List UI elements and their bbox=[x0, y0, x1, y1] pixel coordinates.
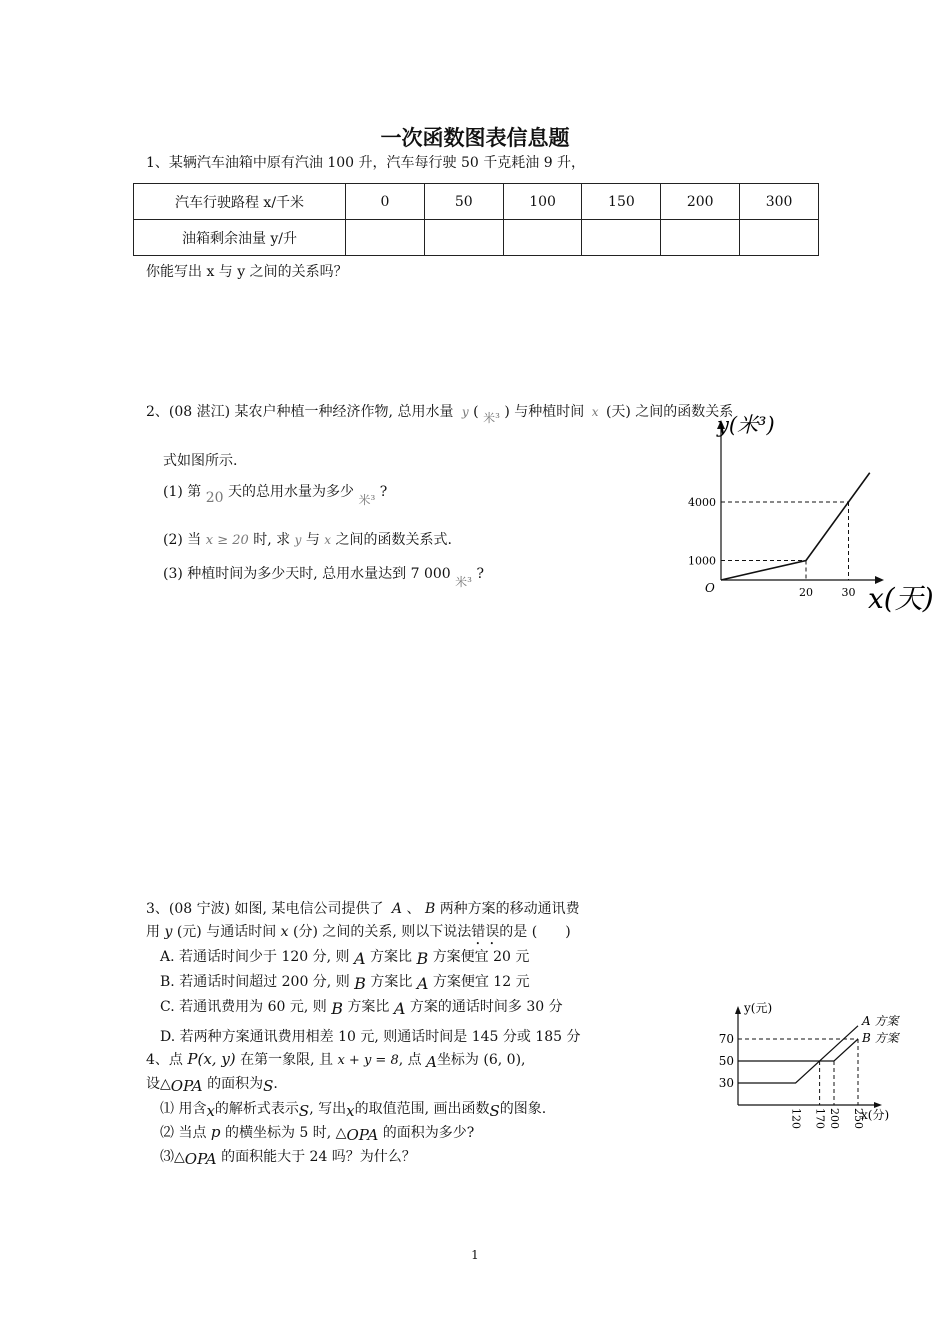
table-cell: 300 bbox=[740, 184, 819, 220]
fuel-table bbox=[133, 183, 819, 256]
table-cell: 150 bbox=[582, 184, 661, 220]
emphasis-word: 错误 bbox=[471, 924, 500, 940]
x-tick-label: 30 bbox=[841, 586, 856, 599]
row-label: 汽车行驶路程 x/千米 bbox=[134, 184, 346, 220]
table-cell: 200 bbox=[661, 184, 740, 220]
water-usage-chart bbox=[680, 412, 950, 618]
q2-sub3: (3) 种植时间为多少天时, 总用水量达到 7 000 米³ ? bbox=[163, 566, 484, 589]
origin-label: O bbox=[705, 581, 715, 595]
series-line bbox=[738, 1026, 858, 1083]
table-cell: 0 bbox=[346, 184, 425, 220]
series-line bbox=[721, 473, 870, 580]
table-cell bbox=[424, 220, 503, 256]
phone-plan-chart bbox=[700, 995, 915, 1135]
q2-intro: 2、(08 湛江) 某农户种植一种经济作物, 总用水量 y ( 米³ ) 与种植时间 x (天) 之间的函数关系 bbox=[146, 404, 734, 425]
y-tick-label: 1000 bbox=[688, 554, 716, 568]
q4-line1: 4、点 P(x, y) 在第一象限, 且 x + y = 8, 点 A坐标为 (6, 0), bbox=[146, 1050, 526, 1071]
y-axis-label: y(元) bbox=[744, 1001, 773, 1015]
series-label: B 方案 bbox=[862, 1031, 899, 1045]
table-row bbox=[134, 220, 819, 256]
x-tick-label: 20 bbox=[799, 586, 813, 599]
q3-line1: 3、(08 宁波) 如图, 某电信公司提供了 A 、 B 两种方案的移动通讯费 bbox=[146, 901, 580, 917]
y-axis-label: y(米³) bbox=[717, 413, 775, 437]
q4-line2: 设△OPA 的面积为S. bbox=[146, 1076, 278, 1095]
table-cell: 50 bbox=[424, 184, 503, 220]
table-cell: 100 bbox=[503, 184, 582, 220]
q4-sub3: ⑶△OPA 的面积能大于 24 吗？为什么？ bbox=[160, 1149, 416, 1168]
table-cell bbox=[582, 220, 661, 256]
x-tick-label: 200 bbox=[828, 1108, 841, 1129]
x-tick-label: 250 bbox=[852, 1108, 865, 1129]
page-title: 一次函数图表信息题 bbox=[380, 125, 570, 150]
x-tick-label: 170 bbox=[813, 1108, 827, 1129]
q2-line2: 式如图所示. bbox=[163, 453, 238, 469]
q1-text: 1、某辆汽车油箱中原有汽油 100 升，汽车每行驶 50 千克耗油 9 升， bbox=[146, 155, 586, 171]
table-cell bbox=[503, 220, 582, 256]
q1-question: 你能写出 x 与 y 之间的关系吗？ bbox=[146, 264, 348, 280]
q3-option-a: A. 若通话时间少于 120 分, 则 A 方案比 B 方案便宜 20 元 bbox=[160, 949, 530, 968]
page-number: 1 bbox=[471, 1248, 479, 1262]
q3-option-c: C. 若通讯费用为 60 元, 则 B 方案比 A 方案的通话时间多 30 分 bbox=[160, 999, 563, 1018]
x-axis-label: x(分) bbox=[861, 1108, 890, 1122]
table-cell bbox=[346, 220, 425, 256]
table-cell bbox=[661, 220, 740, 256]
q4-sub2: ⑵ 当点 p 的横坐标为 5 时, △OPA 的面积为多少? bbox=[160, 1123, 475, 1144]
x-axis-label: x(天) bbox=[868, 582, 934, 615]
series-label: A 方案 bbox=[862, 1013, 899, 1028]
table-cell bbox=[740, 220, 819, 256]
x-tick-label: 120 bbox=[789, 1108, 803, 1129]
q2-sub2: (2) 当 x ≥ 20 时, 求 y 与 x 之间的函数关系式. bbox=[163, 532, 452, 548]
y-tick-label: 4000 bbox=[688, 496, 716, 509]
y-tick-label: 70 bbox=[718, 1032, 734, 1046]
y-tick-label: 50 bbox=[718, 1054, 734, 1068]
q4-sub1: ⑴ 用含x的解析式表示S, 写出x的取值范围, 画出函数S的图象. bbox=[160, 1101, 547, 1120]
q3-option-d: D. 若两种方案通讯费用相差 10 元, 则通话时间是 145 分或 185 分 bbox=[160, 1029, 581, 1045]
y-tick-label: 30 bbox=[718, 1076, 734, 1090]
q2-sub1: (1) 第 20 天的总用水量为多少 米³ ? bbox=[163, 484, 388, 507]
q3-line2: 用 y (元) 与通话时间 x (分) 之间的关系, 则以下说法错误的是 ( ) bbox=[146, 924, 571, 940]
table-row bbox=[134, 184, 819, 220]
row-label: 油箱剩余油量 y/升 bbox=[134, 220, 346, 256]
y-axis-arrow bbox=[735, 1006, 741, 1014]
q3-option-b: B. 若通话时间超过 200 分, 则 B 方案比 A 方案便宜 12 元 bbox=[160, 974, 530, 993]
